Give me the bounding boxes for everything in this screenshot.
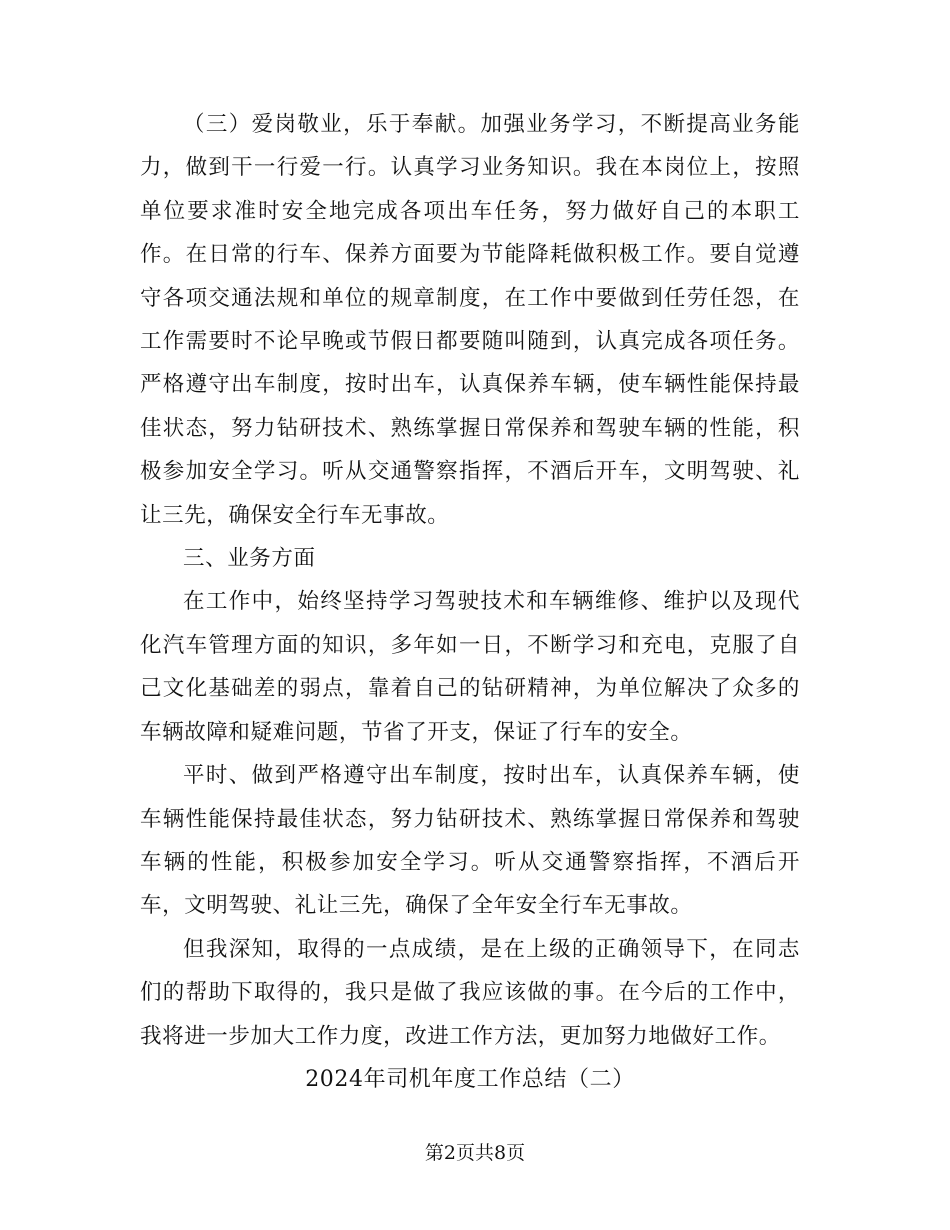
next-document-title: 2024年司机年度工作总结（二） (305, 1066, 635, 1092)
paragraph-dedication: （三）爱岗敬业，乐于奉献。加强业务学习，不断提高业务能力，做到干一行爱一行。认真学习业务知识。我在本岗位上，按照单位要求准时安全地完成各项出车任务，努力做好自己的本职工作。在日常的行车、保养方面要为节能降耗做积极工作。要自觉遵守各项交通法规和单位的规章制度，在工作中要做到任劳任怨，在工作需要时不论早晚或节假日都要随叫随到，认真完成各项任务。严格遵守出车制度，按时出车，认真保养车辆，使车辆性能保持最佳状态，努力钻研技术、熟练掌握日常保养和驾驶车辆的性能，积极参加安全学习。听从交通警察指挥，不酒后开车，文明驾驶、礼让三先，确保安全行车无事故。 (140, 112, 800, 528)
document-body (140, 103, 800, 1101)
paragraph-conclusion: 但我深知，取得的一点成绩，是在上级的正确领导下，在同志们的帮助下取得的，我只是做了我应该做的事。在今后的工作中，我将进一步加大工作力度，改进工作方法，更加努力地做好工作。 (140, 936, 800, 1049)
paragraph-learning: 在工作中，始终坚持学习驾驶技术和车辆维修、维护以及现代化汽车管理方面的知识，多年如一日，不断学习和充电，克服了自己文化基础差的弱点，靠着自己的钻研精神，为单位解决了众多的车辆故障和疑难问题，节省了开支，保证了行车的安全。 (140, 589, 800, 745)
paragraph-daily-practice: 平时、做到严格遵守出车制度，按时出车，认真保养车辆，使车辆性能保持最佳状态，努力钻研技术、熟练掌握日常保养和驾驶车辆的性能，积极参加安全学习。听从交通警察指挥，不酒后开车，文明驾驶、礼让三先，确保了全年安全行车无事故。 (140, 763, 800, 919)
section-heading-business: 三、业务方面 (183, 546, 316, 572)
page-number-footer: 第2页共8页 (424, 1142, 526, 1164)
